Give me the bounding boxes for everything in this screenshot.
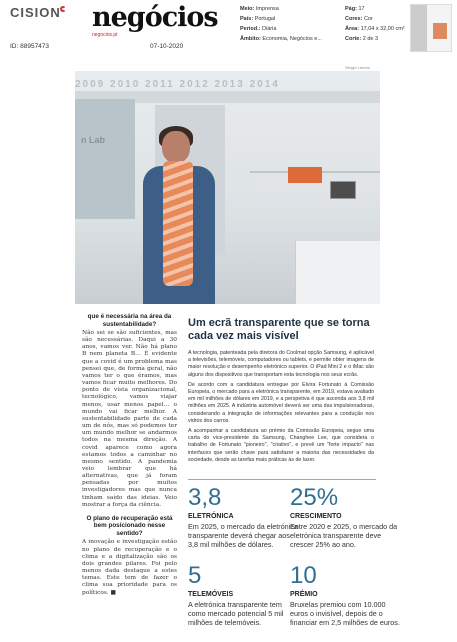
clipping-id: ID: 88957473 <box>10 43 50 50</box>
stat-text: Entre 2020 e 2025, o mercado da eletrónica transparente deve crescer 25% ao ano. <box>290 522 398 549</box>
article-photo <box>75 71 380 304</box>
sidebar-article-title: Um ecrã transparente que se torna cada vez mais visível <box>188 317 370 342</box>
article-paragraph: De acordo com a candidatura entregue por Elvira Fortunato à Comissão Europeia, o mercado para a eletrónica transparente, em 2019, estava avaliado em mil milhões de dólares em 2019, e a perspetiva é que ascenda aos 3,8 mil milhões em 2025. A indústria automóvel deverá ser uma das impulsionadoras, considerando a integração de informações relevantes para a condução nos vidros dos carros. <box>188 381 374 424</box>
stat-number: 5 <box>188 562 202 589</box>
photo-device-screen <box>330 181 356 199</box>
meta-left: Meio: Imprensa País: Portugal Period.: Diária Âmbito: Economia, Negócios e... <box>240 6 322 42</box>
photo-years-banner: 2009 2010 2011 2012 2013 2014 <box>75 79 280 90</box>
stat-block <box>188 485 298 549</box>
stat-text: Bruxelas premiou com 10.000 euros o invisível, depois de o financiar em 2,5 milhões de euros. <box>290 600 400 627</box>
publication-url: negocios.pt <box>92 32 118 38</box>
stat-label: TELEMÓVEIS <box>188 591 234 598</box>
stat-block <box>290 563 400 627</box>
question-heading: que é necessária na área da sustentabilidade? <box>87 313 172 328</box>
article-paragraph: A acompanhar a candidatura ao prémio da Comissão Europeia, segue uma carta do vice-presidente da Samsung, Changhee Lee, que considera o trabalho de Fortunato "pioneiro", "criativo", e prevê um "forte impacto" nas interfaces que serão chave para satisfazer a maioria das necessidades da sociedade, desde as tarefas mais práticas às de lazer. <box>188 428 374 463</box>
clipping-header <box>0 0 457 58</box>
photo-window <box>75 99 135 219</box>
question-heading: O plano de recuperação está bem posicionado nesse sentido? <box>86 514 173 537</box>
answer-text: Não sei se são suficientes, mas são necessárias. Daqui a 30 anos, vamos ver. Não há plano B nem planeta B… É evidente que a covid é um problema mas pensei que, de forma geral, não vamos ter o que éramos, mas vamos ficar muito melhores. Do ponto de vista organizacional, tecnológico, vamos viajar menos, usar menos papel… o mundo vai ficar melhor. A sustentabilidade parte de cada um de nós, mas só podemos ter um mundo melhor se andarmos todos na mesma direção. A covid aparece como agora estamos todos a caminhar no mesmo sentido. A pandemia veio lembrar que há alternativas, que já foram pensadas por muitos investigadores mas que nunca tinham saído das ideias. Veio mostrar a força da ciência. <box>82 330 177 508</box>
stats-divider <box>188 479 376 480</box>
sidebar-article-body <box>188 350 374 467</box>
stat-number: 10 <box>290 562 317 589</box>
stat-number: 25% <box>290 484 339 511</box>
stat-label: CRESCIMENTO <box>290 513 342 520</box>
stat-block <box>188 563 298 627</box>
photo-lab-sign: n Lab <box>81 135 105 145</box>
photo-credit: Sérgio Lemos <box>345 65 370 70</box>
stat-label: PRÉMIO <box>290 591 318 598</box>
stat-text: Em 2025, o mercado da eletrónica transparente deverá chegar aos 3,8 mil milhões de dólares. <box>188 522 298 549</box>
interview-column <box>82 313 177 597</box>
page-thumbnail[interactable] <box>410 4 452 52</box>
stat-number: 3,8 <box>188 484 222 511</box>
photo-device-orange <box>288 167 322 183</box>
cision-mark-icon <box>60 6 66 12</box>
meta-right: Pág: 17 Cores: Cor Área: 17,04 x 32,00 cm² Corte: 2 de 3 <box>345 6 405 42</box>
person-head <box>162 131 190 163</box>
person-scarf <box>163 161 193 286</box>
cision-logo: CISION <box>10 5 61 20</box>
stat-label: ELETRÓNICA <box>188 513 234 520</box>
publication-logo: negócios <box>92 2 218 33</box>
answer-text: A inovação e investigação estão no plano de recuperação e o clima e a digitalização são os dois grandes pilares. Foi pelo menos dada destaque a estes temas. Este tem de fazer o clima sua prioridade para os políticos. ■ <box>82 539 177 596</box>
clipping-date: 07-10-2020 <box>150 43 184 50</box>
photo-low-bench <box>295 241 380 304</box>
stat-block <box>290 485 400 549</box>
stat-text: A eletrónica transparente tem como mercado potencial 5 mil milhões de telemóveis. <box>188 600 284 627</box>
article-paragraph: A tecnologia, patenteada pela diretora do Coolmat opção Samsung, é aplicável a televisões, telemóveis, computadores ou tablets, e permite obter imagens de maior resolução e desempenho eletrónico superior. O iPad Mini 2 e o iMac são alguns dos dispositivos que transportam esta tecnologia nos seus ecrãs. <box>188 350 374 378</box>
